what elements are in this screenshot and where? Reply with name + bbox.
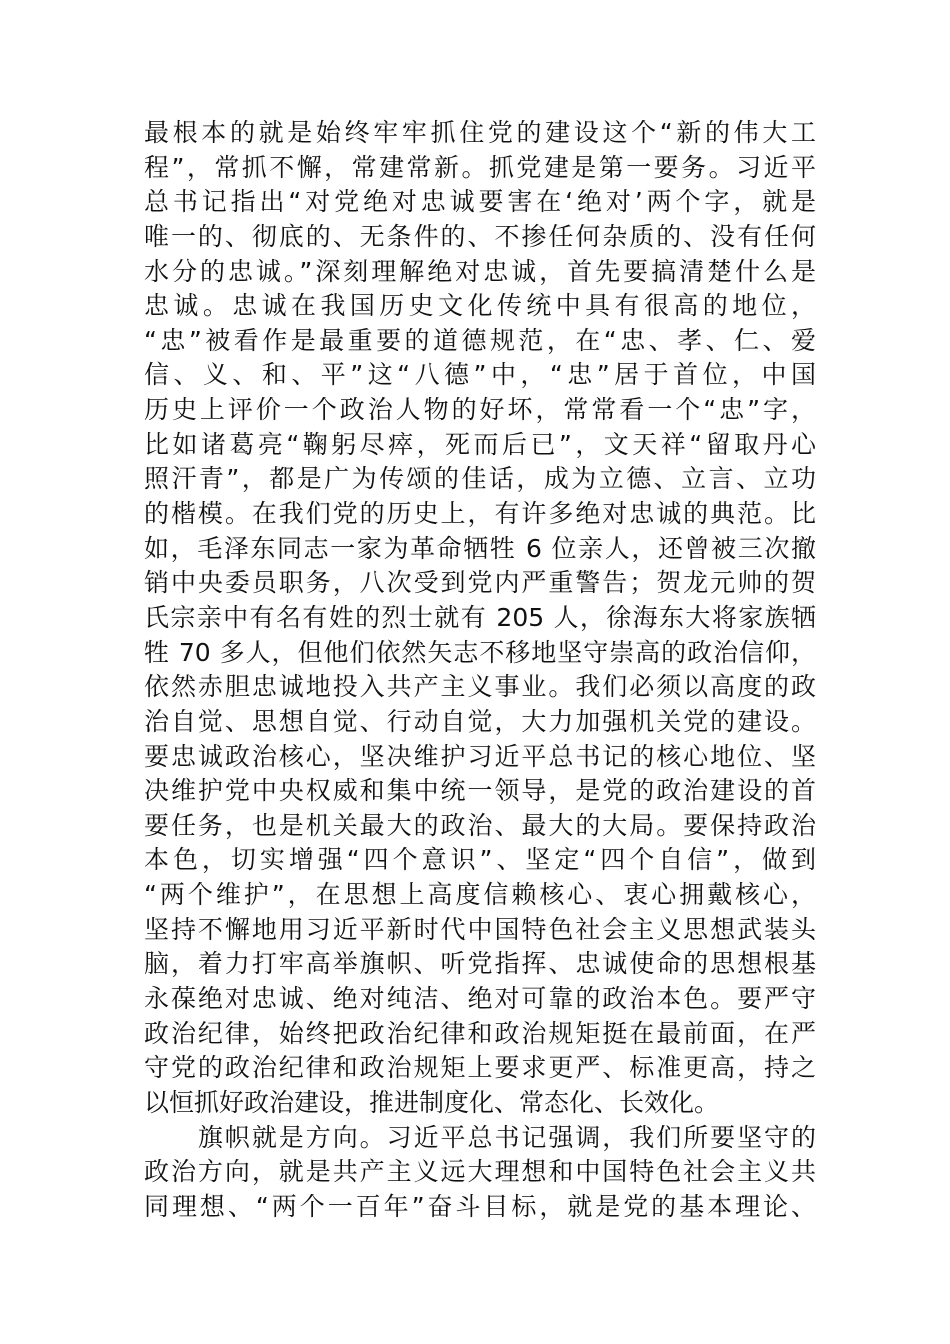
text-line: 同理想、“两个一百年”奋斗目标，就是党的基本理论、 [144, 1191, 816, 1221]
text-line: 以恒抓好政治建设，推进制度化、常态化、长效化。 [144, 1087, 720, 1117]
text-line: 依然赤胆忠诚地投入共产主义事业。我们必须以高度的政 [144, 672, 816, 702]
text-line: 忠诚。忠诚在我国历史文化传统中具有很高的地位， [144, 291, 816, 321]
text-line: 政治纪律，始终把政治纪律和政治规矩挺在最前面，在严 [144, 1018, 816, 1048]
text-line: 决维护党中央权威和集中统一领导，是党的政治建设的首 [144, 776, 816, 806]
text-line: 本色，切实增强“四个意识”、坚定“四个自信”，做到 [144, 845, 816, 875]
text-line: 最根本的就是始终牢牢抓住党的建设这个“新的伟大工 [144, 118, 816, 147]
text-line: 照汗青”，都是广为传颂的佳话，成为立德、立言、立功 [144, 464, 816, 494]
text-line: 氏宗亲中有名有姓的烈士就有 205 人，徐海东大将家族牺 [144, 602, 816, 632]
text-line: 信、义、和、平”这“八德”中，“忠”居于首位，中国 [144, 360, 816, 390]
text-line: 水分的忠诚。”深刻理解绝对忠诚，首先要搞清楚什么是 [144, 256, 816, 286]
text-line: 总书记指出“对党绝对忠诚要害在‘绝对’两个字，就是 [144, 187, 816, 217]
text-line: 坚持不懈地用习近平新时代中国特色社会主义思想武装头 [144, 914, 816, 944]
text-line: 旗帜就是方向。习近平总书记强调，我们所要坚守的 [144, 1122, 816, 1152]
text-line: 牲 70 多人，但他们依然矢志不移地坚守崇高的政治信仰， [144, 637, 816, 667]
text-line: 的楷模。在我们党的历史上，有许多绝对忠诚的典范。比 [144, 499, 816, 529]
text-line: “忠”被看作是最重要的道德规范，在“忠、孝、仁、爱 [144, 325, 816, 355]
body-text [144, 116, 816, 1225]
text-line: 如，毛泽东同志一家为革命牺牲 6 位亲人，还曾被三次撤 [144, 533, 816, 563]
text-line: 程”，常抓不懈，常建常新。抓党建是第一要务。习近平 [144, 152, 816, 182]
text-line: 要任务，也是机关最大的政治、最大的大局。要保持政治 [144, 810, 816, 840]
text-line: 永葆绝对忠诚、绝对纯洁、绝对可靠的政治本色。要严守 [144, 984, 816, 1014]
text-line: 比如诸葛亮“鞠躬尽瘁，死而后已”，文天祥“留取丹心 [144, 429, 816, 459]
text-line: 治自觉、思想自觉、行动自觉，大力加强机关党的建设。 [144, 706, 816, 736]
text-line: 历史上评价一个政治人物的好坏，常常看一个“忠”字， [144, 395, 816, 425]
text-line: 销中央委员职务，八次受到党内严重警告；贺龙元帅的贺 [144, 568, 816, 598]
text-line: 政治方向，就是共产主义远大理想和中国特色社会主义共 [144, 1157, 816, 1187]
text-line: “两个维护”，在思想上高度信赖核心、衷心拥戴核心， [144, 880, 816, 910]
text-line: 唯一的、彻底的、无条件的、不掺任何杂质的、没有任何 [144, 221, 816, 251]
text-line: 脑，着力打牢高举旗帜、听党指挥、忠诚使命的思想根基 [144, 949, 816, 979]
text-line: 要忠诚政治核心，坚决维护习近平总书记的核心地位、坚 [144, 741, 816, 771]
text-line: 守党的政治纪律和政治规矩上要求更严、标准更高，持之 [144, 1053, 816, 1083]
